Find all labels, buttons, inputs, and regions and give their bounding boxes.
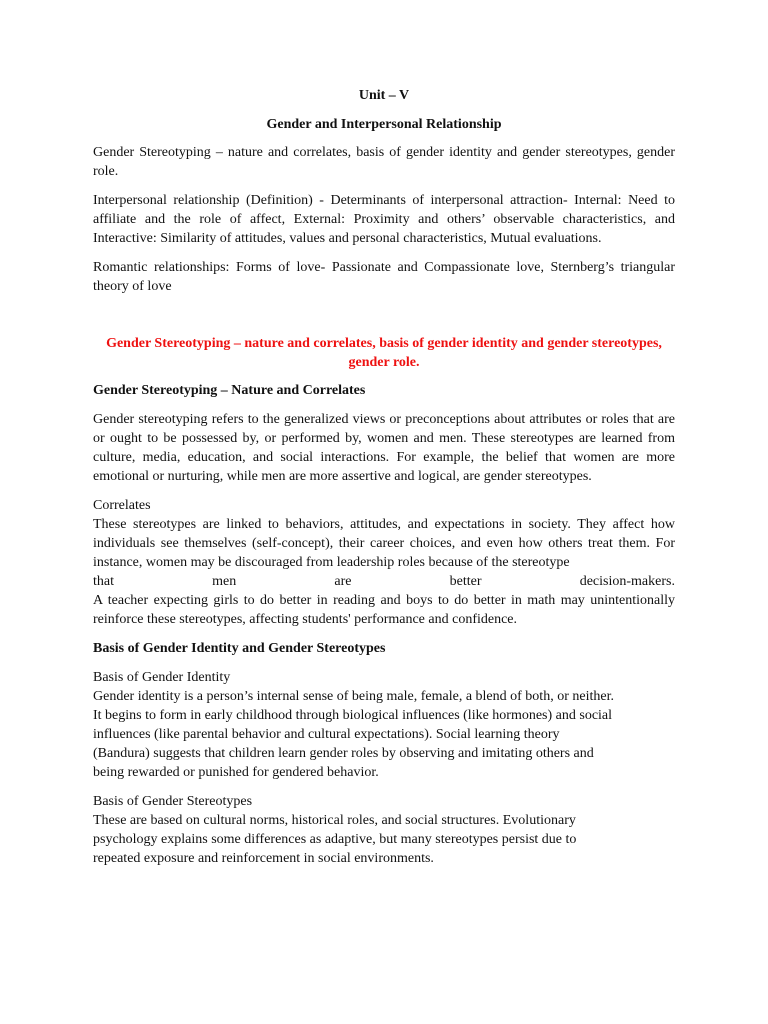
stereotyping-intro-paragraph: Gender stereotyping refers to the generalized views or preconceptions about attributes or roles that are or ought to be possessed by, or performed by, women and men. These stereotypes are learned from culture, media, education, and social interactions. For example, the belief that women are more emotional or nurturing, while men are more assertive and logical, are gender stereotypes. [93, 412, 675, 484]
section-heading: Gender Stereotyping – nature and correlates, basis of gender identity and gender stereotypes, gender role. [106, 336, 662, 370]
stereotypes-line: psychology explains some differences as adaptive, but many stereotypes persist due to [93, 832, 577, 847]
identity-label: Basis of Gender Identity [93, 670, 231, 685]
correlates-block [93, 496, 675, 629]
spread-word: better [449, 574, 482, 589]
sub-heading-basis: Basis of Gender Identity and Gender Stereotypes [93, 641, 386, 656]
correlates-text-2: A teacher expecting girls to do better in reading and boys to do better in math may unintentionally reinforce these stereotypes, affecting students' performance and confidence. [93, 593, 675, 627]
syllabus-paragraph-1: Gender Stereotyping – nature and correlates, basis of gender identity and gender stereotypes, gender role. [93, 145, 675, 179]
correlates-text: These stereotypes are linked to behaviors, attitudes, and expectations in society. They affect how individuals see themselves (self-concept), their career choices, and even how others treat them. For instance, women may be discouraged from leadership roles because of the stereotype [93, 517, 675, 570]
identity-line: It begins to form in early childhood through biological influences (like hormones) and social [93, 708, 613, 723]
gender-identity-block [93, 668, 675, 782]
identity-line: Gender identity is a person’s internal sense of being male, female, a blend of both, or neither. [93, 689, 614, 704]
spread-word: that [93, 574, 114, 589]
gender-stereotypes-block [93, 792, 675, 868]
stereotypes-label: Basis of Gender Stereotypes [93, 794, 253, 809]
correlates-spread-line [93, 572, 675, 591]
identity-line: influences (like parental behavior and cultural expectations). Social learning theory [93, 727, 560, 742]
spread-word: men [212, 574, 237, 589]
unit-title: Unit – V [358, 88, 410, 103]
spread-word: are [334, 574, 352, 589]
sub-heading-nature-correlates: Gender Stereotyping – Nature and Correlates [93, 383, 366, 398]
stereotypes-line: repeated exposure and reinforcement in social environments. [93, 851, 434, 866]
syllabus-paragraph-3: Romantic relationships: Forms of love- Passionate and Compassionate love, Sternberg’s triangular theory of love [93, 260, 675, 294]
course-title: Gender and Interpersonal Relationship [266, 117, 502, 132]
spread-word: decision-makers. [579, 574, 675, 589]
identity-line: (Bandura) suggests that children learn gender roles by observing and imitating others and [93, 746, 594, 761]
correlates-label: Correlates [93, 498, 151, 513]
syllabus-paragraph-2: Interpersonal relationship (Definition) - Determinants of interpersonal attraction- Internal: Need to affiliate and the role of affect, External: Proximity and others’ observable characteristics, and Interactive: Similarity of attitudes, values and personal characteristics, Mutual evaluations. [93, 193, 675, 246]
stereotypes-line: These are based on cultural norms, historical roles, and social structures. Evolutionary [93, 813, 576, 828]
identity-line: being rewarded or punished for gendered behavior. [93, 765, 379, 780]
